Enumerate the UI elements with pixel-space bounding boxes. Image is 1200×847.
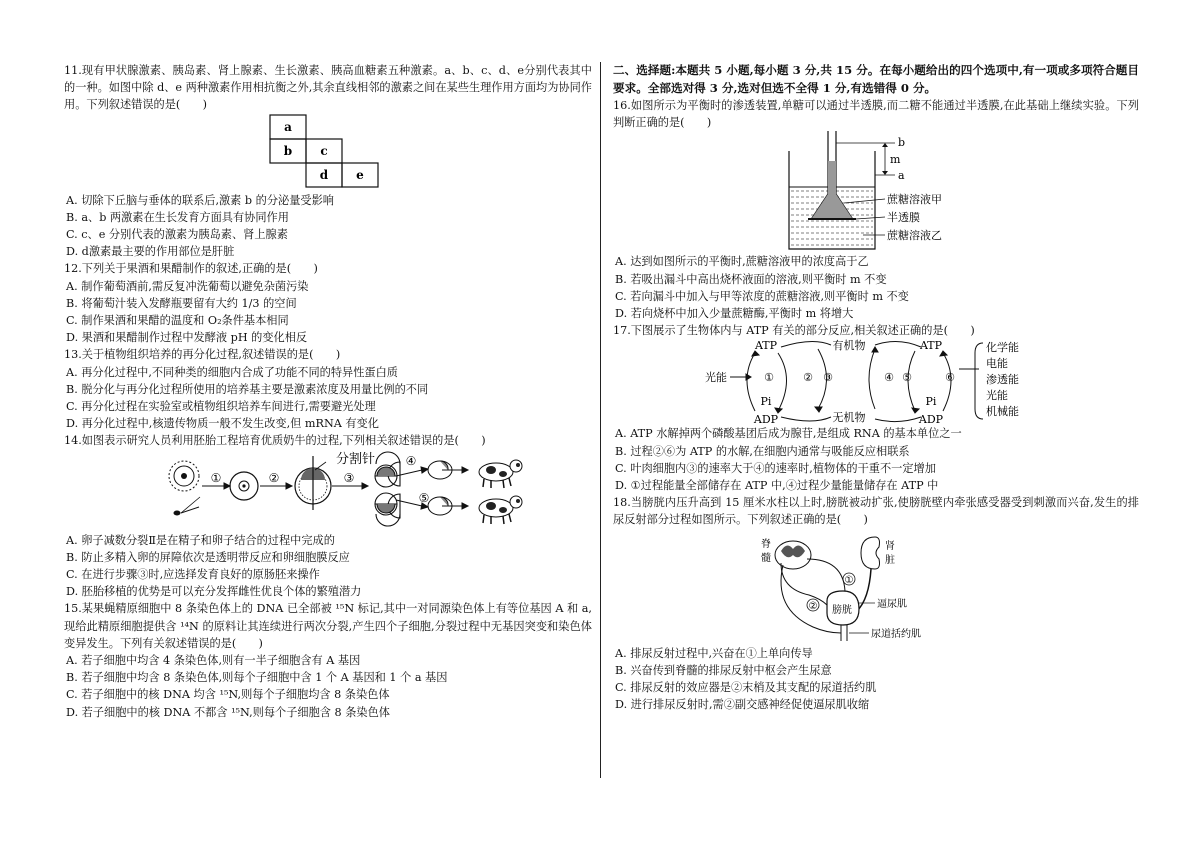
energy-osmotic: 渗透能 xyxy=(986,373,1019,387)
kidney-label-1: 肾 xyxy=(885,540,895,552)
question-12-stem: 12.下列关于果酒和果醋制作的叙述,正确的是( ) xyxy=(64,262,318,276)
adp-left-label: ADP xyxy=(753,413,779,426)
sperm-icon xyxy=(174,497,201,516)
grid-cell-e: e xyxy=(356,167,364,182)
spinal-cord-label-1: 脊 xyxy=(761,538,771,550)
step-3-label: ③ xyxy=(343,470,355,485)
q16-option-d: D. 若向烧杯中加入少量蔗糖酶,平衡时 m 将增大 xyxy=(615,307,854,321)
right-column xyxy=(613,62,1139,713)
question-18-stem: 18.当膀胱内压升高到 15 厘米水柱以上时,膀胱被动扩张,使膀胱壁内牵张感受器受到刺激而兴奋,发生的排尿反射部分过程如图所示。下列叙述正确的是( ) xyxy=(613,496,1139,527)
column-divider xyxy=(600,62,601,778)
hormone-grid-figure xyxy=(64,114,592,192)
question-13-stem: 13.关于植物组织培养的再分化过程,叙述错误的是( ) xyxy=(64,348,341,362)
process-1-label: ① xyxy=(764,371,774,385)
inorganic-matter-label: 无机物 xyxy=(832,411,866,425)
q17-option-c: C. 叶肉细胞内③的速率大于④的速率时,植物体的干重不一定增加 xyxy=(615,461,936,475)
oocyte-icon xyxy=(169,461,199,491)
q12-option-a: A. 制作葡萄酒前,需反复冲洗葡萄以避免杂菌污染 xyxy=(66,279,309,293)
pi-left-label: Pi xyxy=(760,395,772,409)
adp-right-label: ADP xyxy=(918,413,944,426)
light-energy-label: 光能 xyxy=(705,371,727,385)
pi-right-label: Pi xyxy=(925,395,937,409)
micturition-reflex-figure xyxy=(613,529,1139,645)
nerve-2-label: ② xyxy=(808,600,818,612)
grid-cell-d: d xyxy=(319,167,329,182)
q16-option-a: A. 达到如图所示的平衡时,蔗糖溶液甲的浓度高于乙 xyxy=(615,255,869,269)
grid-cell-b: b xyxy=(283,143,293,158)
q17-option-a: A. ATP 水解掉两个磷酸基团后成为腺苷,是组成 RNA 的基本单位之一 xyxy=(615,427,962,441)
left-column xyxy=(64,62,592,721)
q17-option-b: B. 过程②⑥为 ATP 的水解,在细胞内通常与吸能反应相联系 xyxy=(615,444,910,458)
embryo-engineering-figure xyxy=(64,450,592,532)
q12-option-c: C. 制作果酒和果醋的温度和 O₂条件基本相同 xyxy=(66,314,289,328)
q13-option-c: C. 再分化过程在实验室或植物组织培养车间进行,需要避光处理 xyxy=(66,400,376,414)
zygote-icon xyxy=(230,472,258,500)
step-4-label: ④ xyxy=(405,453,417,468)
bladder-label: 膀胱 xyxy=(832,604,852,616)
split-embryo-icon xyxy=(375,465,397,515)
label-solution-a: 蔗糖溶液甲 xyxy=(887,193,942,207)
grid-cell-c: c xyxy=(320,143,328,158)
q15-option-c: C. 若子细胞中的核 DNA 均含 ¹⁵N,则每个子细胞均含 8 条染色体 xyxy=(66,688,390,702)
q11-option-c: C. c、e 分别代表的激素为胰岛素、肾上腺素 xyxy=(66,228,288,242)
q15-option-a: A. 若子细胞中均含 4 条染色体,则有一半子细胞含有 A 基因 xyxy=(66,654,361,668)
process-2-label: ② xyxy=(803,371,813,385)
q13-option-d: D. 再分化过程中,核遗传物质一般不发生改变,但 mRNA 有变化 xyxy=(66,417,379,431)
organic-matter-label: 有机物 xyxy=(832,339,866,353)
question-11-stem: 11.现有甲状腺激素、胰岛素、肾上腺素、生长激素、胰高血糖素五种激素。a、b、c、d、e分别代表其中的一种。如图中除 d、e 两种激素作用相抗衡之外,其余直线相邻的激素之间在某些生理作用方面均为协同作用。下列叙述错误的是( ) xyxy=(64,64,592,112)
atp-cycle-figure xyxy=(613,339,1139,425)
q11-option-d: D. d激素最主要的作用部位是肝脏 xyxy=(66,245,235,259)
process-5-label: ⑤ xyxy=(902,371,912,385)
spinal-cord-label-2: 髓 xyxy=(761,552,771,564)
osmosis-apparatus-figure xyxy=(613,131,1139,253)
q15-option-d: D. 若子细胞中的核 DNA 不都含 ¹⁵N,则每个子细胞含 8 条染色体 xyxy=(66,705,390,719)
process-3-label: ③ xyxy=(823,371,833,385)
bladder-icon xyxy=(827,591,859,641)
q14-option-d: D. 胚胎移植的优势是可以充分发挥雌性优良个体的繁殖潜力 xyxy=(66,585,362,599)
label-b: b xyxy=(898,136,906,150)
q18-option-d: D. 进行排尿反射时,需②副交感神经促使逼尿肌收缩 xyxy=(615,698,870,712)
energy-forms-list xyxy=(986,340,1019,418)
detrusor-label: 逼尿肌 xyxy=(877,598,907,610)
question-14-stem: 14.如图表示研究人员利用胚胎工程培育优质奶牛的过程,下列相关叙述错误的是( ) xyxy=(64,434,486,448)
recipient-cow-icon xyxy=(428,461,452,515)
q15-option-b: B. 若子细胞中均含 8 条染色体,则每个子细胞中含 1 个 A 基因和 1 个 a 基因 xyxy=(66,671,448,685)
kidney-icon xyxy=(861,537,880,569)
q13-option-b: B. 脱分化与再分化过程所使用的培养基主要是激素浓度及用量比例的不同 xyxy=(66,382,429,396)
section-2-heading: 二、选择题:本题共 5 小题,每小题 3 分,共 15 分。在每小题给出的四个选项中,有一项或多项符合题目要求。全部选对得 3 分,选对但选不全得 1 分,有选错得 0 分。 xyxy=(613,63,1139,95)
energy-mechanical: 机械能 xyxy=(986,405,1019,419)
step-5-label: ⑤ xyxy=(418,490,430,505)
q11-option-b: B. a、b 两激素在生长发育方面具有协同作用 xyxy=(66,210,289,224)
label-a: a xyxy=(898,169,905,183)
question-15-stem: 15.某果蝇精原细胞中 8 条染色体上的 DNA 已全部被 ¹⁵N 标记,其中一对同源染色体上有等位基因 A 和 a,现给此精原细胞提供含 ¹⁴N 的原料让其连续进行两次分裂,产生四个子细胞,分裂过程中无基因突变和染色体变异发生。下列有关叙述错误的是( ) xyxy=(64,602,592,650)
label-solution-b: 蔗糖溶液乙 xyxy=(887,229,942,243)
q17-option-d: D. ①过程能量全部储存在 ATP 中,④过程少量能量储存在 ATP 中 xyxy=(615,479,939,493)
spinal-cord-icon xyxy=(775,541,811,569)
energy-light: 光能 xyxy=(986,389,1008,403)
label-m: m xyxy=(890,153,901,167)
q12-option-d: D. 果酒和果醋制作过程中发酵液 pH 的变化相反 xyxy=(66,331,308,345)
sphincter-label: 尿道括约肌 xyxy=(871,628,921,640)
atp-left-label: ATP xyxy=(754,339,778,353)
q18-option-c: C. 排尿反射的效应器是②末梢及其支配的尿道括约肌 xyxy=(615,681,877,695)
energy-chemical: 化学能 xyxy=(986,341,1019,355)
calf-icon xyxy=(479,460,522,524)
process-4-label: ④ xyxy=(884,371,894,385)
nerve-1-label: ① xyxy=(844,574,854,586)
q14-option-c: C. 在进行步骤③时,应选择发育良好的原肠胚来操作 xyxy=(66,568,320,582)
process-6-label: ⑥ xyxy=(945,371,955,385)
step-2-label: ② xyxy=(268,470,280,485)
question-16-stem: 16.如图所示为平衡时的渗透装置,单糖可以通过半透膜,而二糖不能通过半透膜,在此基础上继续实验。下列判断正确的是( ) xyxy=(613,99,1139,130)
q12-option-b: B. 将葡萄汁装入发酵瓶要留有大约 1/3 的空间 xyxy=(66,296,297,310)
energy-electric: 电能 xyxy=(986,357,1008,371)
grid-cell-a: a xyxy=(284,119,292,134)
kidney-label-2: 脏 xyxy=(885,554,895,566)
question-17-stem: 17.下图展示了生物体内与 ATP 有关的部分反应,相关叙述正确的是( ) xyxy=(613,324,975,338)
atp-right-label: ATP xyxy=(919,339,943,353)
blastocyst-icon xyxy=(295,456,331,510)
q16-option-c: C. 若向漏斗中加入与甲等浓度的蔗糖溶液,则平衡时 m 不变 xyxy=(615,289,909,303)
q11-option-a: A. 切除下丘脑与垂体的联系后,激素 b 的分泌量受影响 xyxy=(66,193,334,207)
q18-option-b: B. 兴奋传到脊髓的排尿反射中枢会产生尿意 xyxy=(615,663,832,677)
q13-option-a: A. 再分化过程中,不同种类的细胞内合成了功能不同的特异性蛋白质 xyxy=(66,365,398,379)
q14-option-a: A. 卵子减数分裂Ⅱ是在精子和卵子结合的过程中完成的 xyxy=(66,533,335,547)
label-membrane: 半透膜 xyxy=(887,211,920,225)
q14-option-b: B. 防止多精入卵的屏障依次是透明带反应和卵细胞膜反应 xyxy=(66,550,350,564)
splitting-needle-label: 分割针 xyxy=(336,451,376,467)
q18-option-a: A. 排尿反射过程中,兴奋在①上单向传导 xyxy=(615,646,813,660)
step-1-label: ① xyxy=(210,470,222,485)
q16-option-b: B. 若吸出漏斗中高出烧杯液面的溶液,则平衡时 m 不变 xyxy=(615,272,887,286)
